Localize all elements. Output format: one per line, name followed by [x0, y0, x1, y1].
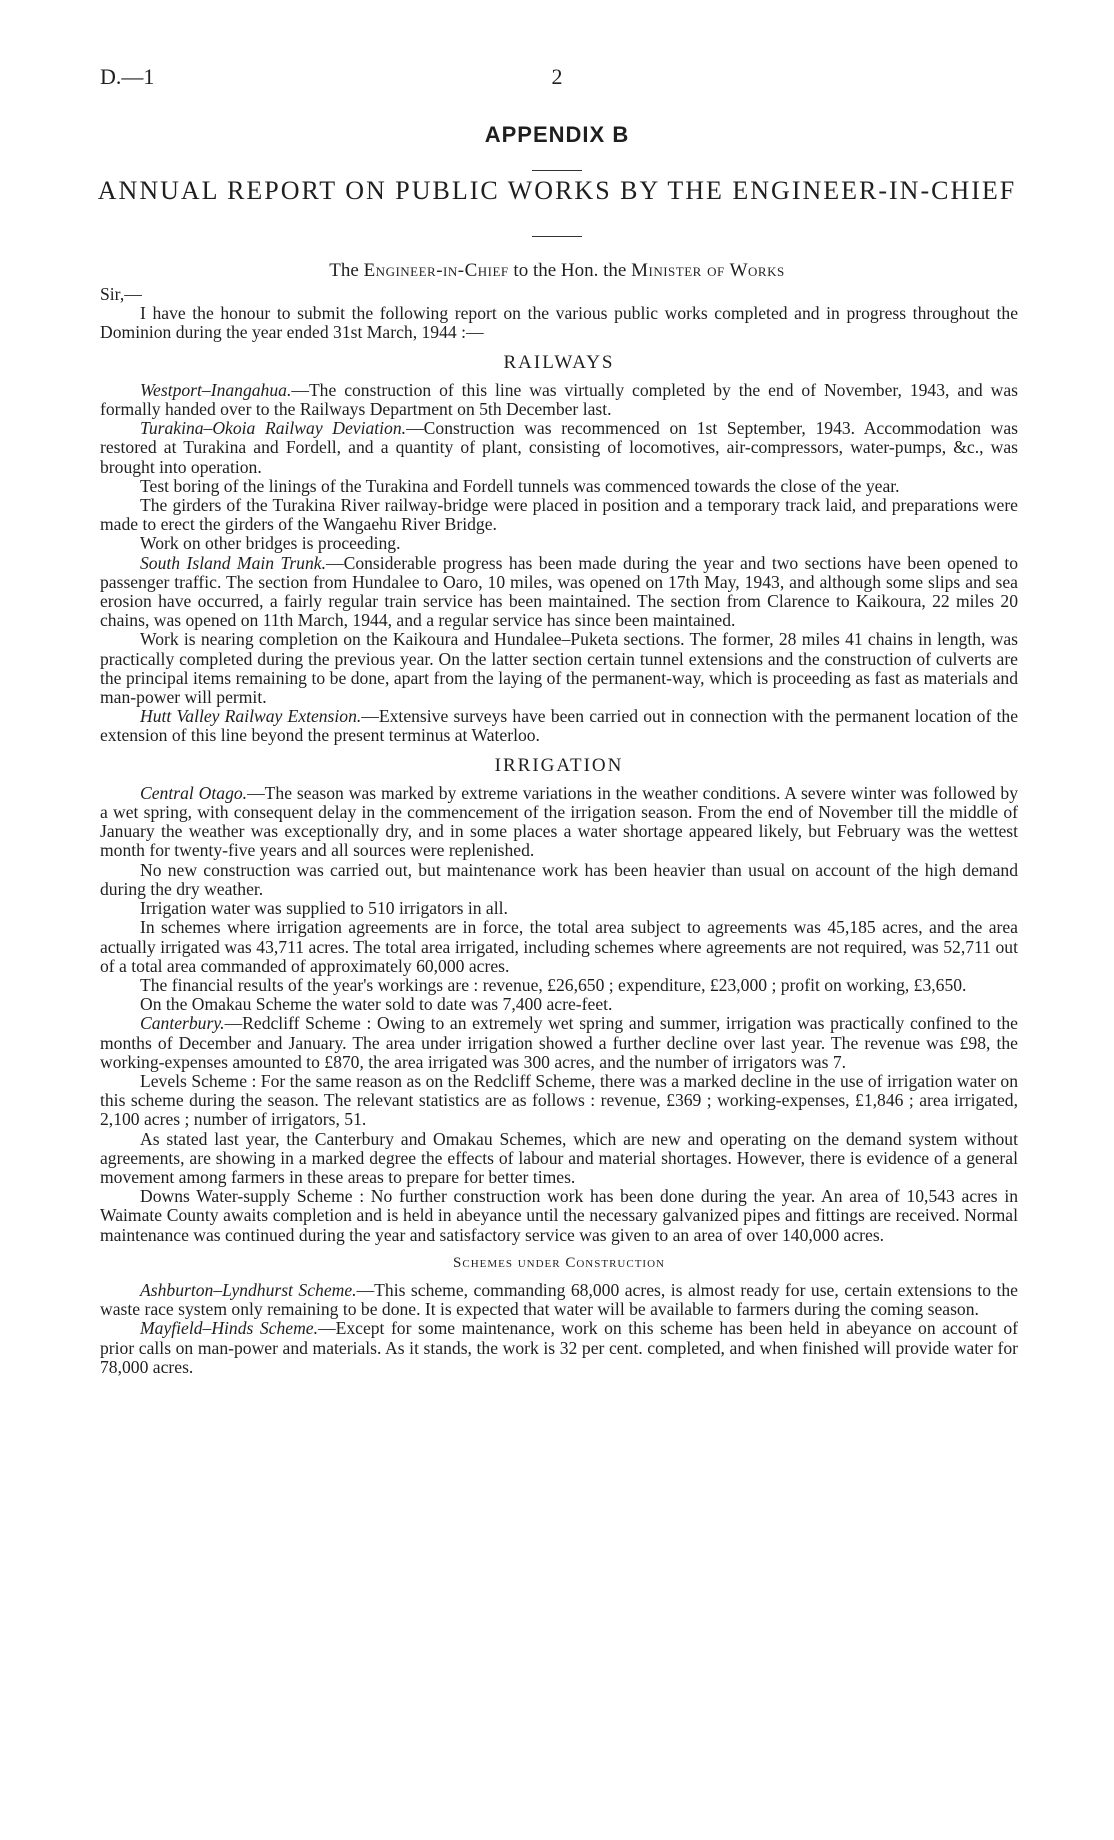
divider-rule [532, 236, 582, 237]
report-title: ANNUAL REPORT ON PUBLIC WORKS BY THE ENGINEER-IN-CHIEF [97, 176, 1017, 205]
entry-text: —Redcliff Scheme : Owing to an extremely wet spring and summer, irrigation was practically confined to the months of December and January. The area under irrigation showed a further decline over last year. The revenue was £98, the working-expenses amounted to £870, the area irrigated was 300 acres, and the number of irrigators was 7. [100, 1013, 1018, 1072]
paragraph-turakina [100, 419, 1018, 477]
paragraph-irrigators-supplied: Irrigation water was supplied to 510 irrigators in all. [140, 898, 508, 919]
report-body [100, 285, 1018, 1377]
paragraph-central-otago [100, 784, 1018, 861]
paragraph-omakau: On the Omakau Scheme the water sold to date was 7,400 acre-feet. [140, 994, 613, 1015]
paragraph-girders: The girders of the Turakina River railway-bridge were placed in position and a temporary track laid, and preparations were made to erect the girders of the Wangaehu River Bridge. [100, 495, 1018, 535]
paragraph-canterbury [100, 1014, 1018, 1072]
paragraph-ashburton [100, 1281, 1018, 1319]
salutation-text: The [329, 260, 364, 281]
entry-text: —The construction of this line was virtually completed by the end of November, 1943, and was formally handed over to the Railways Department on 5th December last. [100, 379, 1018, 420]
salutation-from: Engineer-in-Chief [363, 260, 509, 281]
entry-title: Canterbury. [140, 1013, 225, 1034]
sir-greeting: Sir,— [100, 284, 142, 304]
entry-text: —Considerable progress has been made during the year and two sections have been opened to passenger traffic. The section from Hundalee to Oaro, 10 miles, was opened on 17th May, 1943, and although some slips and sea erosion have occurred, a fairly regular train service has been maintained. The section from Clarence to Kaikoura, 22 miles 20 chains, was opened on 11th March, 1944, and a regular service has since been maintained. [100, 552, 1019, 631]
divider-rule [532, 170, 582, 171]
entry-text: —Construction was recommenced on 1st September, 1943. Accommodation was restored at Turakina and Fordell, and a quantity of plant, consisting of locomotives, air-compressors, water-pumps, &c., was brought into operation. [100, 418, 1018, 477]
entry-text: —The season was marked by extreme variations in the weather conditions. A severe winter was followed by a wet spring, with consequent delay in the commencement of the irrigation season. From the end of November till the middle of January the weather was exceptionally dry, and in some places a water shortage appeared likely, but February was the wettest month for twenty-five years and all sources were replenished. [100, 782, 1018, 861]
entry-text: —Except for some maintenance, work on this scheme has been held in abeyance on account of prior calls on man-power and materials. As it stands, the work is 32 per cent. completed, and when finished will provide water for 78,000 acres. [100, 1318, 1018, 1377]
paragraph-other-bridges: Work on other bridges is proceeding. [140, 533, 401, 554]
section-heading-railways: RAILWAYS [503, 351, 615, 373]
entry-title: Hutt Valley Railway Extension. [140, 706, 362, 727]
section-heading-irrigation: IRRIGATION [494, 754, 624, 776]
entry-title: Central Otago. [140, 782, 248, 803]
entry-title: Turakina–Okoia Railway Deviation. [140, 418, 407, 439]
paragraph-hutt-valley [100, 707, 1018, 745]
paragraph-mayfield [100, 1319, 1018, 1377]
entry-title: Ashburton–Lyndhurst Scheme. [140, 1279, 357, 1300]
paragraph-as-stated: As stated last year, the Canterbury and Omakau Schemes, which are new and operating on the demand system without agreements, are showing in a marked degree the effects of labour and material shortages. However, there is evidence of a general movement among farmers in these areas to prepare for better times. [100, 1128, 1018, 1187]
paragraph-test-boring: Test boring of the linings of the Turakina and Fordell tunnels was commenced towards the close of the year. [140, 475, 900, 496]
salutation-text: to the Hon. the [508, 260, 632, 281]
paragraph-agreements: In schemes where irrigation agreements are in force, the total area subject to agreements was 45,185 acres, and the area actually irrigated was 43,711 acres. The total area irrigated, including schemes where agreements are not required, was 52,711 out of a total area commanded of approximately 60,000 acres. [100, 917, 1018, 976]
salutation-to: Minister of Works [631, 260, 785, 281]
salutation-line [0, 260, 1114, 282]
paragraph-downs-scheme: Downs Water-supply Scheme : No further construction work has been done during the year. An area of 10,543 acres in Waimate County awaits completion and is held in abeyance until the necessary galvanized pipes and fittings are received. Normal maintenance was continued during the year and satisfactory service was given to an area of over 140,000 acres. [100, 1186, 1018, 1245]
entry-title: Mayfield–Hinds Scheme. [140, 1318, 318, 1339]
paragraph-levels-scheme: Levels Scheme : For the same reason as on the Redcliff Scheme, there was a marked decline in the use of irrigation water on this scheme during the season. The relevant statistics are as follows : revenue, £369 ; working-expenses, £1,846 ; area irrigated, 2,100 acres ; number of irrigators, 51. [100, 1070, 1018, 1130]
appendix-heading: APPENDIX B [484, 122, 630, 147]
entry-text: —Extensive surveys have been carried out in connection with the permanent location of the extension of this line beyond the present terminus at Waterloo. [100, 706, 1018, 746]
entry-title: South Island Main Trunk. [140, 552, 326, 573]
document-reference: D.—1 [100, 64, 155, 89]
entry-text: —This scheme, commanding 68,000 acres, is almost ready for use, certain extensions to the waste race system only remaining to be done. It is expected that water will be available to farmers during the coming season. [100, 1279, 1018, 1320]
paragraph-south-island [100, 554, 1018, 631]
paragraph-financial-results: The financial results of the year's workings are : revenue, £26,650 ; expenditure, £23,000 ; profit on working, £3,650. [140, 974, 967, 995]
intro-paragraph: I have the honour to submit the following report on the various public works completed and in progress throughout the Dominion during the year ended 31st March, 1944 :— [100, 303, 1018, 343]
page-number: 2 [551, 64, 563, 89]
paragraph-westport [100, 381, 1018, 419]
paragraph-no-new-construction: No new construction was carried out, but maintenance work has been heavier than usual on account of the high demand during the dry weather. [100, 859, 1018, 899]
paragraph-kaikoura: Work is nearing completion on the Kaikoura and Hundalee–Puketa sections. The former, 28 miles 41 chains in length, was practically completed during the previous year. On the latter section certain tunnel extensions and the construction of culverts are the principal items remaining to be done, apart from the laying of the permanent-way, which is proceeding as fast as materials and man-power will permit. [100, 629, 1018, 708]
entry-title: Westport–Inangahua. [140, 379, 292, 400]
subsection-heading-schemes: Schemes under Construction [453, 1254, 665, 1271]
